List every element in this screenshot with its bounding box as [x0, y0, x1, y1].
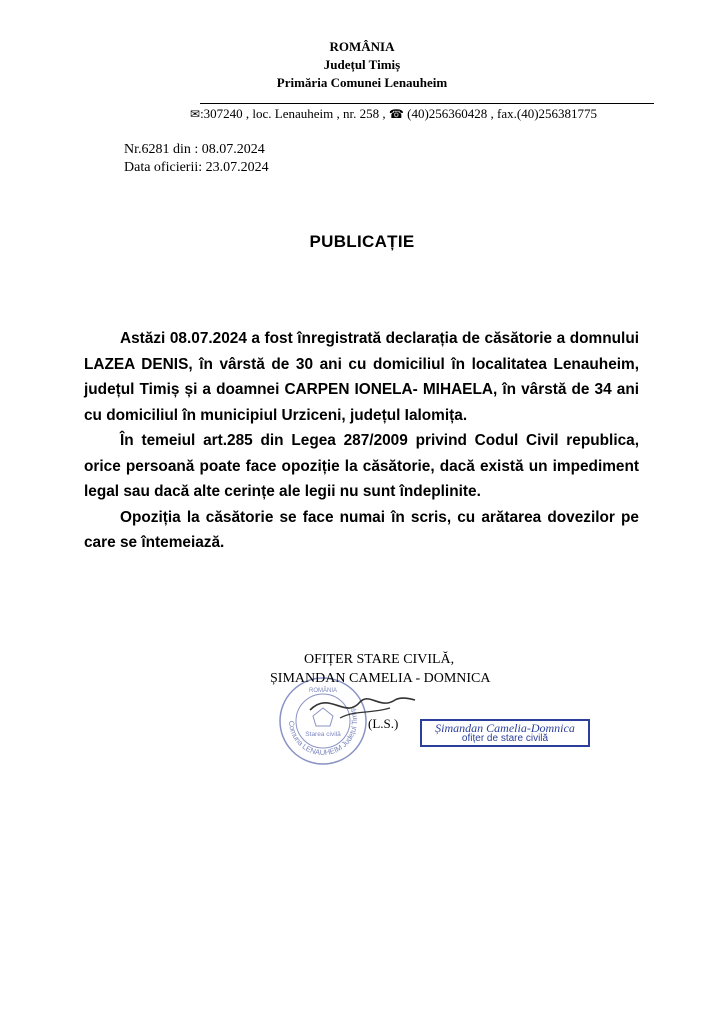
officer-name: ȘIMANDAN CAMELIA - DOMNICA: [270, 671, 491, 686]
ls-mark: (L.S.): [368, 716, 399, 731]
document-header: [0, 38, 724, 92]
country-heading: ROMÂNIA: [329, 39, 395, 54]
stamp-center-text: Starea civilă: [305, 731, 341, 738]
paragraph-declaration: Astăzi 08.07.2024 a fost înregistrată declarația de căsătorie a domnului LAZEA DENIS, în vârstă de 30 ani cu domiciliul în localitatea Lenauheim, județul Timiș și a doamnei CARPEN IONELA- MIHAELA, în vârstă de 34 ani cu domiciliul în municipiul Urziceni, județul Ialomița.: [84, 330, 639, 424]
paragraph-opposition: Opoziția la căsătorie se face numai în scris, cu arătarea dovezilor pe care se întemeiază.: [84, 508, 639, 551]
contact-phone: (40)256360428 , fax.(40)256381775: [403, 106, 598, 121]
registration-meta: [124, 141, 269, 177]
contact-address: :307240 , loc. Lenauheim , nr. 258 ,: [200, 106, 386, 121]
paragraph-legal-basis: În temeiul art.285 din Legea 287/2009 privind Codul Civil republica, orice persoană poate face opoziție la căsătorie, dacă există un impediment legal sau dacă alte cerințe ale legii nu sunt îndeplinite.: [84, 432, 639, 500]
envelope-icon: ✉: [190, 107, 201, 121]
announcement-body: [84, 326, 639, 556]
officer-role: OFIȚER STARE CIVILĂ,: [304, 652, 455, 667]
institution-heading: Primăria Comunei Lenauheim: [276, 75, 448, 90]
registration-number: Nr.6281 din : 08.07.2024: [124, 142, 265, 157]
posting-date: Data oficierii: 23.07.2024: [124, 160, 269, 175]
handwritten-signature: [300, 680, 420, 730]
name-stamp-name: Șimandan Camelia-Domnica: [435, 721, 575, 735]
telephone-icon: ☎: [388, 107, 404, 121]
name-stamp: [420, 719, 590, 747]
stamp-top-text: ROMÂNIA: [308, 688, 338, 694]
header-divider: [200, 103, 654, 104]
contact-line: [190, 106, 597, 122]
stamp-ring-text: Comuna LENAUHEIM Județul Timiș: [286, 707, 360, 758]
county-heading: Județul Timiș: [323, 57, 401, 72]
page-title: PUBLICAȚIE: [309, 232, 415, 251]
name-stamp-role: ofițer de stare civilă: [461, 733, 549, 744]
